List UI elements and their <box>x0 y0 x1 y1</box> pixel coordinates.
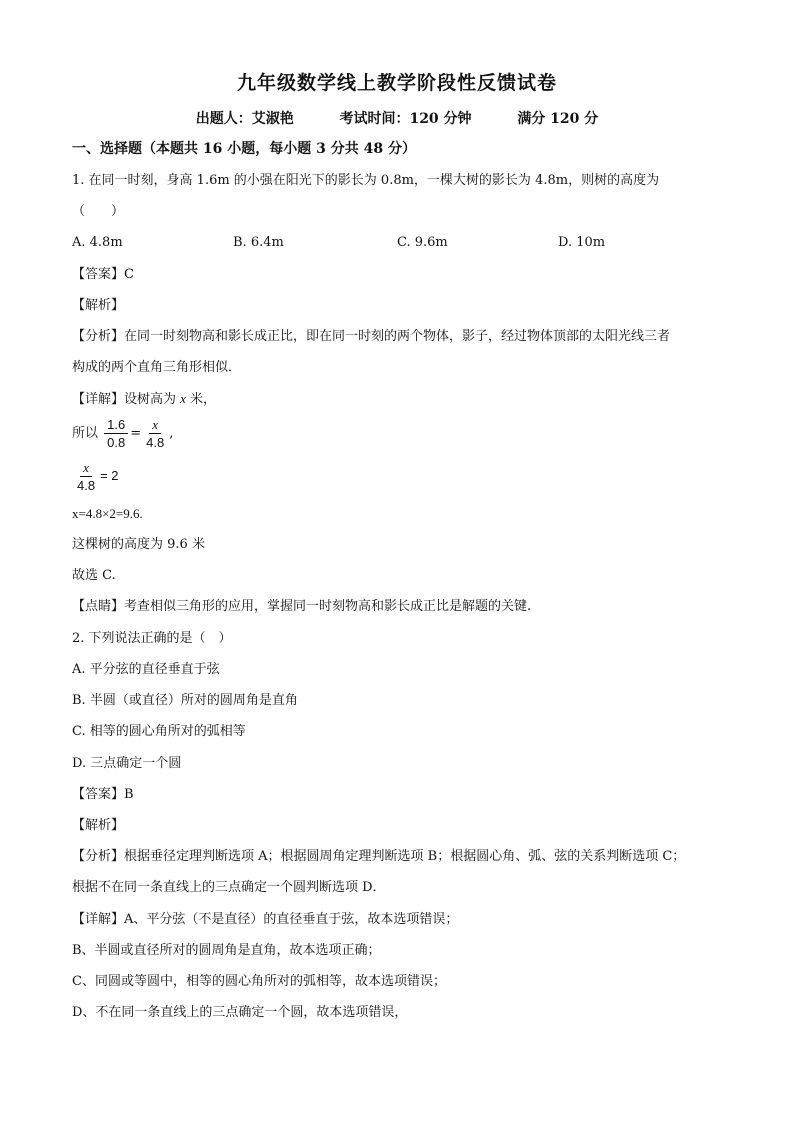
q1-suoyi: 所以 <box>72 426 99 441</box>
q2-fenxi-line2: 根据不在同一条直线上的三点确定一个圆判断选项 D． <box>72 880 386 895</box>
q2-option-c: C. 相等的圆心角所对的弧相等 <box>72 724 246 739</box>
fraction-3-denominator: 4.8 <box>77 478 96 493</box>
q2-detail-c: C、同圆或等圆中，相等的圆心角所对的弧相等，故本选项错误； <box>72 974 446 989</box>
q1-answer: 【答案】C <box>72 267 134 282</box>
q2-option-a: A. 平分弦的直径垂直于弦 <box>72 662 220 677</box>
q2-analysis-label: 【解析】 <box>72 818 125 833</box>
q1-comment: 【点睛】考查相似三角形的应用，掌握同一时刻物高和影长成正比是解题的关键. <box>72 599 532 614</box>
q1-fenxi-line2: 构成的两个直角三角形相似． <box>72 360 242 375</box>
q2-option-d: D. 三点确定一个圆 <box>72 756 182 771</box>
q2-detail-a: 【详解】A、平分弦（不是直径）的直径垂直于弦，故本选项错误； <box>72 912 459 927</box>
exam-info <box>0 108 794 128</box>
equals-sign: = <box>130 426 142 441</box>
q1-equation <box>72 458 119 495</box>
q1-option-b: B. 6.4m <box>233 235 284 250</box>
fraction-1 <box>104 416 128 451</box>
q1-choose: 故选 C. <box>72 568 116 583</box>
q1-proportion <box>72 416 173 452</box>
q2-stem: 2. 下列说法正确的是（ ） <box>72 631 232 646</box>
q2-answer: 【答案】B <box>72 787 134 802</box>
q1-detail-prefix: 【详解】设树高为 <box>72 392 181 407</box>
exam-time: 考试时间：120 分钟 <box>339 111 472 127</box>
q2-detail-d: D、不在同一条直线上的三点确定一个圆，故本选项错误， <box>72 1005 408 1020</box>
q1-option-c: C. 9.6m <box>397 235 448 250</box>
q1-calc: x=4.8×2=9.6. <box>72 506 143 521</box>
fraction-3-numerator: x <box>80 459 92 477</box>
exam-title: 九年级数学线上教学阶段性反馈试卷 <box>236 72 557 94</box>
q1-option-a: A. 4.8m <box>72 235 123 250</box>
exam-score: 满分 120 分 <box>517 111 599 127</box>
section-heading: 一、选择题（本题共 16 小题，每小题 3 分共 48 分） <box>72 141 416 157</box>
fraction-2 <box>143 416 167 451</box>
q1-fenxi-line1: 【分析】在同一时刻物高和影长成正比，即在同一时刻的两个物体，影子，经过物体顶部的太阳光线三者 <box>72 329 671 344</box>
fraction-2-numerator: x <box>149 416 161 434</box>
q1-stem-line1: 1. 在同一时刻，身高 1.6m 的小强在阳光下的影长为 0.8m，一棵大树的影长为 4.8m，则树的高度为 <box>72 173 660 188</box>
fraction-2-denominator: 4.8 <box>146 435 165 450</box>
q1-detail-suffix: 米， <box>185 392 217 407</box>
fraction-1-numerator: 1.6 <box>104 416 128 434</box>
q1-detail-var: x <box>180 391 186 406</box>
q1-option-d: D. 10m <box>558 235 606 250</box>
exam-author: 出题人：艾淑艳 <box>195 111 294 127</box>
q1-analysis-label: 【解析】 <box>72 298 125 313</box>
fraction-1-denominator: 0.8 <box>107 435 126 450</box>
fraction-3 <box>74 459 98 494</box>
equals-two: = 2 <box>100 468 119 483</box>
q2-fenxi-line1: 【分析】根据垂径定理判断选项 A；根据圆周角定理判断选项 B；根据圆心角、弧、弦的关系判断选项 C； <box>72 849 686 864</box>
q1-detail <box>72 390 216 409</box>
comma: , <box>169 426 174 441</box>
q2-option-b: B. 半圆（或直径）所对的圆周角是直角 <box>72 693 298 708</box>
q1-conclusion: 这棵树的高度为 9.6 米 <box>72 537 205 552</box>
q2-detail-b: B、半圆或直径所对的圆周角是直角，故本选项正确； <box>72 943 381 958</box>
q1-stem-line2: （ ） <box>72 204 125 219</box>
